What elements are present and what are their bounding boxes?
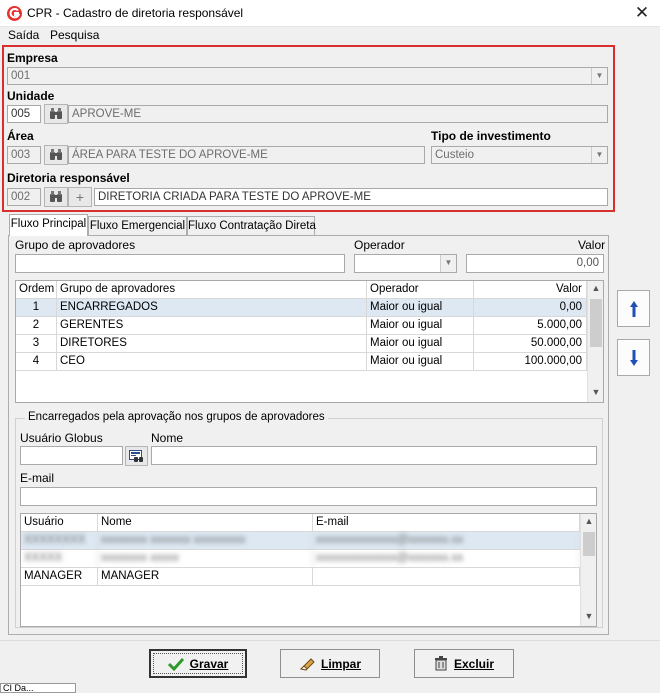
unidade-search-button[interactable] [44, 104, 68, 124]
tab-fluxo-principal[interactable]: Fluxo Principal [9, 214, 88, 236]
ordem-cell: 1 [16, 299, 57, 317]
menu-pesquisa[interactable]: Pesquisa [50, 28, 100, 42]
table-row[interactable] [21, 532, 580, 550]
nome-field[interactable] [151, 446, 597, 465]
excluir-button[interactable] [414, 649, 514, 678]
eraser-icon [299, 657, 315, 671]
nome-cell: xxxxxxxx xxxxx [98, 550, 313, 568]
chevron-down-icon[interactable]: ▼ [591, 147, 607, 163]
operador-cell: Maior ou igual [367, 335, 474, 353]
empresa-label: Empresa [7, 51, 58, 65]
scroll-up-icon[interactable]: ▲ [584, 516, 594, 526]
table-row[interactable] [16, 353, 587, 371]
tipo-investimento-label: Tipo de investimento [431, 129, 551, 143]
users-scrollbar[interactable] [580, 514, 596, 626]
table-row[interactable] [16, 299, 587, 317]
area-search-button[interactable] [44, 145, 68, 165]
valor-cell: 0,00 [474, 299, 587, 317]
nome-cell: MANAGER [98, 568, 313, 586]
ordem-cell: 3 [16, 335, 57, 353]
check-icon [168, 657, 184, 671]
binoculars-icon [49, 108, 63, 120]
window-title: CPR - Cadastro de diretoria responsável [27, 6, 244, 20]
email-label: E-mail [20, 471, 55, 485]
column-header[interactable]: Ordem [16, 281, 57, 299]
arrow-down-icon [629, 349, 639, 367]
column-header[interactable]: Operador [367, 281, 474, 299]
users-table [20, 513, 597, 627]
email-cell [313, 568, 580, 586]
scroll-down-icon[interactable]: ▼ [591, 387, 601, 397]
valor-label: Valor [578, 238, 606, 252]
status-tab: CI Da... [0, 683, 76, 693]
approvers-table [15, 280, 604, 403]
column-header[interactable]: Grupo de aprovadores [57, 281, 367, 299]
plus-icon: + [75, 189, 85, 205]
approvers-scrollbar[interactable] [587, 281, 603, 402]
tab-fluxo-contratacao-direta[interactable]: Fluxo Contratação Direta [187, 216, 315, 235]
valor-cell: 5.000,00 [474, 317, 587, 335]
user-search-icon [129, 450, 144, 463]
ordem-cell: 4 [16, 353, 57, 371]
grupo-cell: GERENTES [57, 317, 367, 335]
table-header [21, 514, 580, 532]
diretoria-search-button[interactable] [44, 187, 68, 207]
limpar-button[interactable] [280, 649, 380, 678]
move-up-button[interactable] [617, 290, 650, 327]
unidade-name-field[interactable]: APROVE-ME [68, 105, 608, 123]
operador-cell: Maior ou igual [367, 299, 474, 317]
column-header[interactable]: Usuário [21, 514, 98, 532]
usuario-cell: MANAGER [21, 568, 98, 586]
diretoria-code-field[interactable]: 002 [7, 188, 41, 206]
trash-icon [434, 656, 448, 671]
usuario-globus-label: Usuário Globus [20, 431, 103, 445]
close-icon[interactable]: ✕ [634, 3, 650, 22]
area-name-field[interactable]: ÁREA PARA TESTE DO APROVE-ME [68, 146, 425, 164]
grupo-aprovadores-field[interactable] [15, 254, 345, 273]
usuario-cell: XXXXX [21, 550, 98, 568]
unidade-code-field[interactable]: 005 [7, 105, 41, 123]
nome-cell: xxxxxxxx xxxxxxx xxxxxxxxx [98, 532, 313, 550]
grupo-cell: ENCARREGADOS [57, 299, 367, 317]
empresa-select[interactable]: 001 [7, 67, 608, 85]
nome-label: Nome [151, 431, 184, 445]
binoculars-icon [49, 149, 63, 161]
grupo-cell: DIRETORES [57, 335, 367, 353]
table-row[interactable] [16, 335, 587, 353]
operador-cell: Maior ou igual [367, 353, 474, 371]
table-row[interactable] [16, 317, 587, 335]
binoculars-icon [49, 191, 63, 203]
gravar-button[interactable] [149, 649, 247, 678]
app-logo-icon [6, 5, 23, 22]
excluir-label: Excluir [453, 656, 495, 671]
column-header[interactable]: Valor [474, 281, 587, 299]
valor-cell: 100.000,00 [474, 353, 587, 371]
usuario-globus-field[interactable] [20, 446, 123, 465]
tipo-investimento-select[interactable]: Custeio [431, 146, 608, 164]
email-field[interactable] [20, 487, 597, 506]
scroll-up-icon[interactable]: ▲ [591, 283, 601, 293]
column-header[interactable]: Nome [98, 514, 313, 532]
diretoria-label: Diretoria responsável [7, 171, 130, 185]
usuario-cell: XXXXXXXX [21, 532, 98, 550]
operador-cell: Maior ou igual [367, 317, 474, 335]
operador-label: Operador [354, 238, 405, 252]
diretoria-name-field[interactable]: DIRETORIA CRIADA PARA TESTE DO APROVE-ME [94, 188, 608, 206]
limpar-label: Limpar [320, 656, 361, 671]
valor-cell: 50.000,00 [474, 335, 587, 353]
grupo-cell: CEO [57, 353, 367, 371]
diretoria-add-button[interactable] [68, 187, 92, 207]
area-code-field[interactable]: 003 [7, 146, 41, 164]
email-cell: xxxxxxxxxxxxxx@xxxxxxx.xx [313, 550, 580, 568]
move-down-button[interactable] [617, 339, 650, 376]
table-row[interactable] [21, 568, 580, 586]
table-header [16, 281, 587, 299]
grupo-aprovadores-label: Grupo de aprovadores [15, 238, 136, 252]
chevron-down-icon[interactable]: ▼ [440, 255, 456, 272]
usuario-search-button[interactable] [125, 446, 148, 466]
email-cell: xxxxxxxxxxxxxx@xxxxxxx.xx [313, 532, 580, 550]
scroll-down-icon[interactable]: ▼ [584, 611, 594, 621]
gravar-label: Gravar [189, 656, 229, 671]
column-header[interactable]: E-mail [313, 514, 580, 532]
menu-saida[interactable]: Saída [8, 28, 40, 42]
tab-fluxo-emergencial[interactable]: Fluxo Emergencial [88, 216, 187, 235]
arrow-up-icon [629, 300, 639, 318]
table-row[interactable] [21, 550, 580, 568]
encarregados-group-title: Encarregados pela aprovação nos grupos de aprovadores [25, 411, 328, 423]
chevron-down-icon[interactable]: ▼ [591, 68, 607, 84]
scrollbar-thumb[interactable] [590, 299, 602, 347]
scrollbar-thumb[interactable] [583, 532, 595, 556]
area-label: Área [7, 129, 34, 143]
ordem-cell: 2 [16, 317, 57, 335]
valor-field[interactable]: 0,00 [466, 254, 604, 273]
unidade-label: Unidade [7, 89, 55, 103]
